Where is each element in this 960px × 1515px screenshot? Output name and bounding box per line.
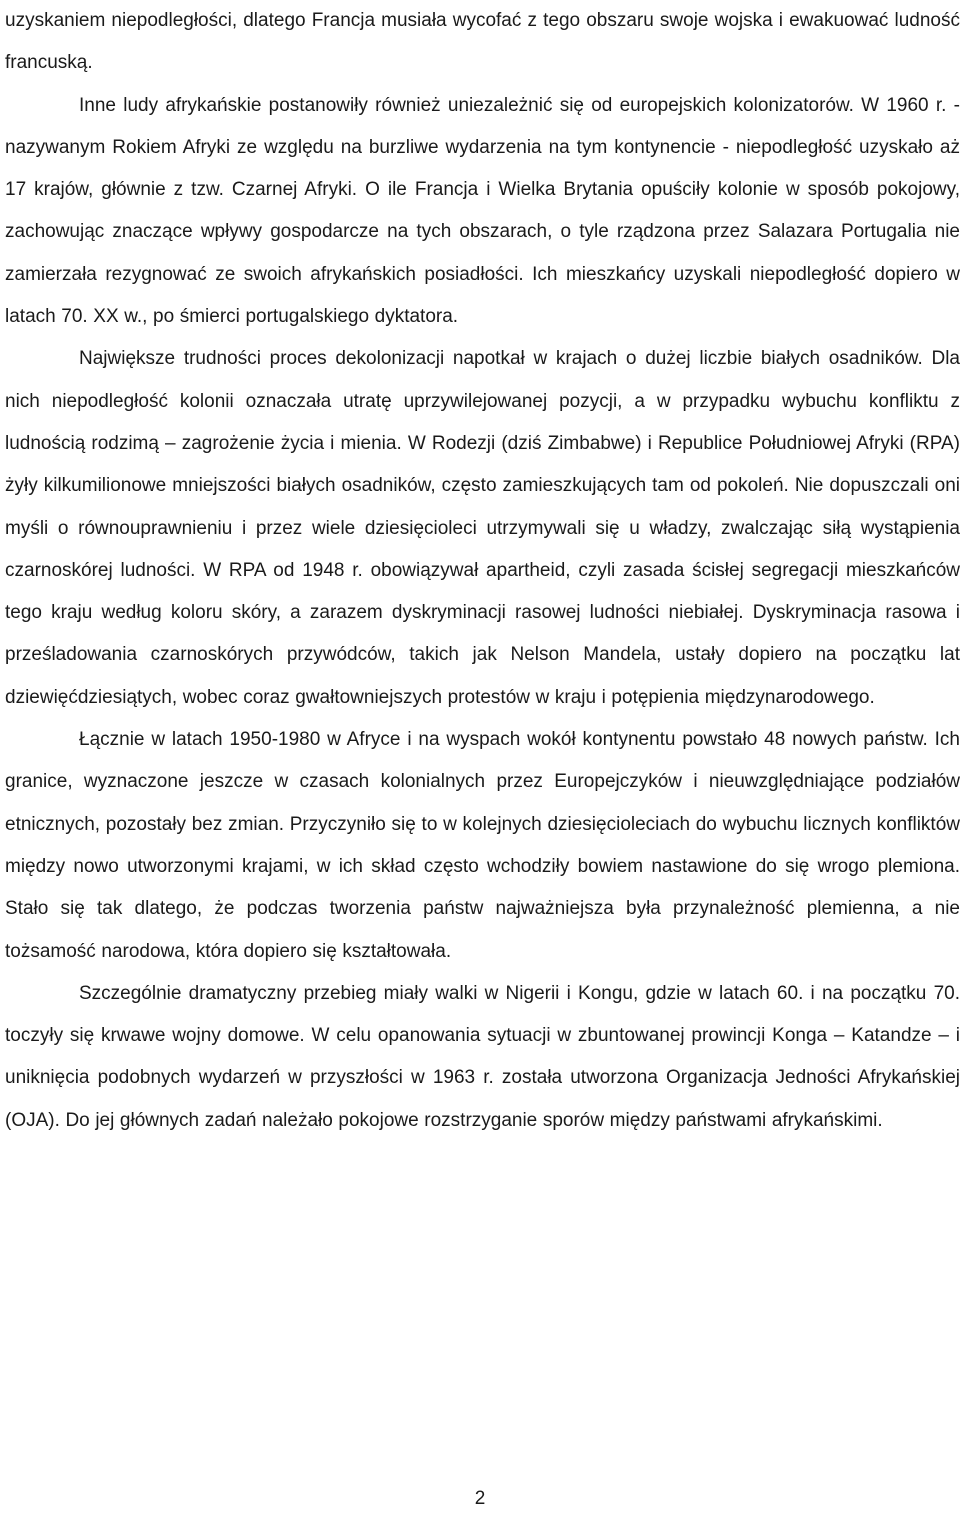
paragraph-year-of-africa: Inne ludy afrykańskie postanowiły również uniezależnić się od europejskich kolonizatorów. W 1960 r. - nazywanym Rokiem Afryki ze względu na burzliwe wydarzenia na tym kontynencie - niepodległość uzyskało aż 17 krajów, głównie z tzw. Czarnej Afryki. O ile Francja i Wielka Brytania opuściły kolonie w sposób pokojowy, zachowując znaczące wpływy gospodarcze na tych obszarach, o tyle rządzona przez Salazara Portugalia nie zamierzała rezygnować ze swoich afrykańskich posiadłości. Ich mieszkańcy uzyskali niepodległość dopiero w latach 70. XX w., po śmierci portugalskiego dyktatora. xyxy=(5,94,960,328)
page-number: 2 xyxy=(474,1488,486,1509)
paragraph-civil-wars: Szczególnie dramatyczny przebieg miały walki w Nigerii i Kongu, gdzie w latach 60. i na początku 70. toczyły się krwawe wojny domowe. W celu opanowania sytuacji w zbuntowanej prowincji Konga – Katandze – i uniknięcia podobnych wydarzeń w przyszłości w 1963 r. została utworzona Organizacja Jedności Afrykańskiej (OJA). Do jej głównych zadań należało pokojowe rozstrzyganie sporów między państwami afrykańskimi. xyxy=(5,982,960,1131)
paragraph-white-settlers: Największe trudności proces dekolonizacji napotkał w krajach o dużej liczbie białych osadników. Dla nich niepodległość kolonii oznaczała utratę uprzywilejowanej pozycji, a w przypadku wybuchu konfliktu z ludnością rodzimą – zagrożenie życia i mienia. W Rodezji (dziś Zimbabwe) i Republice Południowej Afryki (RPA) żyły kilkumilionowe mniejszości białych osadników, często zamieszkujących tam od pokoleń. Nie dopuszczali oni myśli o równouprawnieniu i przez wiele dziesięcioleci utrzymywali się u władzy, zwalczając siłą wystąpienia czarnoskórej ludności. W RPA od 1948 r. obowiązywał apartheid, czyli zasada ścisłej segregacji mieszkańców tego kraju według koloru skóry, a zarazem dyskryminacji rasowej ludności niebiałej. Dyskryminacja rasowa i prześladowania czarnoskórych przywódców, takich jak Nelson Mandela, ustały dopiero na początku lat dziewięćdziesiątych, wobec coraz gwałtowniejszych protestów w kraju i potępienia międzynarodowego. xyxy=(5,348,960,708)
paragraph-continuation: uzyskaniem niepodległości, dlatego Francja musiała wycofać z tego obszaru swoje wojska i ewakuować ludność francuską. xyxy=(5,10,960,74)
document-body xyxy=(5,0,960,1142)
paragraph-new-states: Łącznie w latach 1950-1980 w Afryce i na wyspach wokół kontynentu powstało 48 nowych państw. Ich granice, wyznaczone jeszcze w czasach kolonialnych przez Europejczyków i nieuwzględniające podziałów etnicznych, pozostały bez zmian. Przyczyniło się to w kolejnych dziesięcioleciach do wybuchu licznych konfliktów między nowo utworzonymi krajami, w ich skład często wchodziły bowiem nastawione do się wrogo plemiona. Stało się tak dlatego, że podczas tworzenia państw najważniejsza była przynależność plemienna, a nie tożsamość narodowa, która dopiero się kształtowała. xyxy=(5,729,960,962)
